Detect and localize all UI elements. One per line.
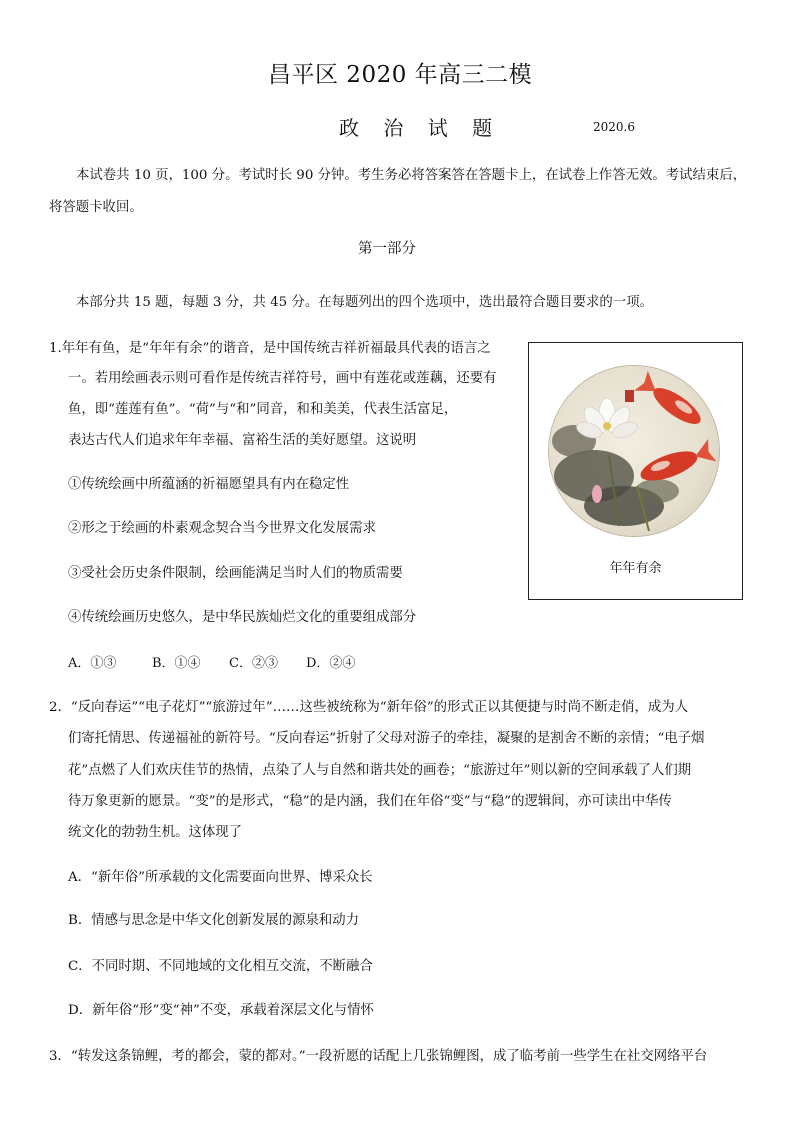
part-heading: 第一部分	[358, 241, 416, 257]
q1-option-d: D．②④	[306, 656, 356, 671]
q1-line-1: 1.年年有鱼，是“年年有余”的谐音，是中国传统吉祥祈福最具代表的语言之	[49, 341, 491, 356]
q1-option-c: C．②③	[229, 656, 278, 671]
figure-frame	[528, 342, 743, 600]
page-subtitle: 政 治 试 题	[339, 116, 502, 140]
q2-option-a: A．“新年俗”所承载的文化需要面向世界、博采众长	[68, 870, 373, 885]
q1-statement-4: ④传统绘画历史悠久，是中华民族灿烂文化的重要组成部分	[68, 610, 417, 625]
q1-statement-1: ①传统绘画中所蕴涵的祈福愿望具有内在稳定性	[68, 477, 350, 492]
q2-line-3: 花”点燃了人们欢庆佳节的热情，点染了人与自然和谐共处的画卷；“旅游过年”则以新的空间承载了人们期	[68, 763, 692, 778]
q2-line-5: 统文化的勃勃生机。这体现了	[68, 825, 243, 840]
painting-illustration	[549, 366, 719, 536]
q2-option-d: D．新年俗“形”变“神”不变，承载着深层文化与情怀	[68, 1003, 374, 1018]
q1-option-b: B．①④	[152, 656, 201, 671]
q2-option-b: B．情感与思念是中华文化创新发展的源泉和动力	[68, 913, 360, 928]
exam-date: 2020.6	[593, 120, 635, 134]
q2-line-4: 待万象更新的愿景。“变”的是形式，“稳”的是内涵，我们在年俗“变”与“稳”的逻辑间，亦可读出中华传	[68, 794, 672, 809]
q1-statement-2: ②形之于绘画的朴素观念契合当今世界文化发展需求	[68, 521, 376, 536]
q1-line-2: 一。若用绘画表示则可看作是传统吉祥符号，画中有莲花或莲藕，还要有	[68, 371, 497, 386]
q1-option-a: A．①③	[68, 656, 117, 671]
q2-line-1: 2．“反向春运”“电子花灯”“旅游过年”……这些被统称为“新年俗”的形式正以其便捷与时尚不断走俏，成为人	[49, 700, 689, 715]
koi-lotus-painting	[549, 366, 719, 536]
q1-line-4: 表达古代人们追求年年幸福、富裕生活的美好愿望。这说明	[68, 433, 417, 448]
q2-line-2: 们寄托情思、传递福祉的新符号。“反向春运”折射了父母对游子的牵挂，凝聚的是割舍不断的亲情；“电子烟	[68, 731, 705, 746]
figure-caption: 年年有余	[609, 561, 662, 576]
part-instructions: 本部分共 15 题，每题 3 分，共 45 分。在每题列出的四个选项中，选出最符合题目要求的一项。	[76, 295, 653, 310]
page-title: 昌平区 2020 年高三二模	[268, 62, 533, 88]
intro-line-1: 本试卷共 10 页，100 分。考试时长 90 分钟。考生务必将答案答在答题卡上，在试卷上作答无效。考试结束后，	[76, 168, 747, 183]
q1-line-3: 鱼，即“莲莲有鱼”。“荷”与“和”同音，和和美美，代表生活富足，	[68, 402, 458, 417]
q1-statement-3: ③受社会历史条件限制，绘画能满足当时人们的物质需要	[68, 566, 403, 581]
q2-option-c: C．不同时期、不同地域的文化相互交流，不断融合	[68, 959, 373, 974]
intro-line-2: 将答题卡收回。	[49, 200, 143, 215]
q3-line-1: 3．“转发这条锦鲤，考的都会，蒙的都对。”一段祈愿的话配上几张锦鲤图，成了临考前一些学生在社交网络平台	[49, 1049, 708, 1064]
